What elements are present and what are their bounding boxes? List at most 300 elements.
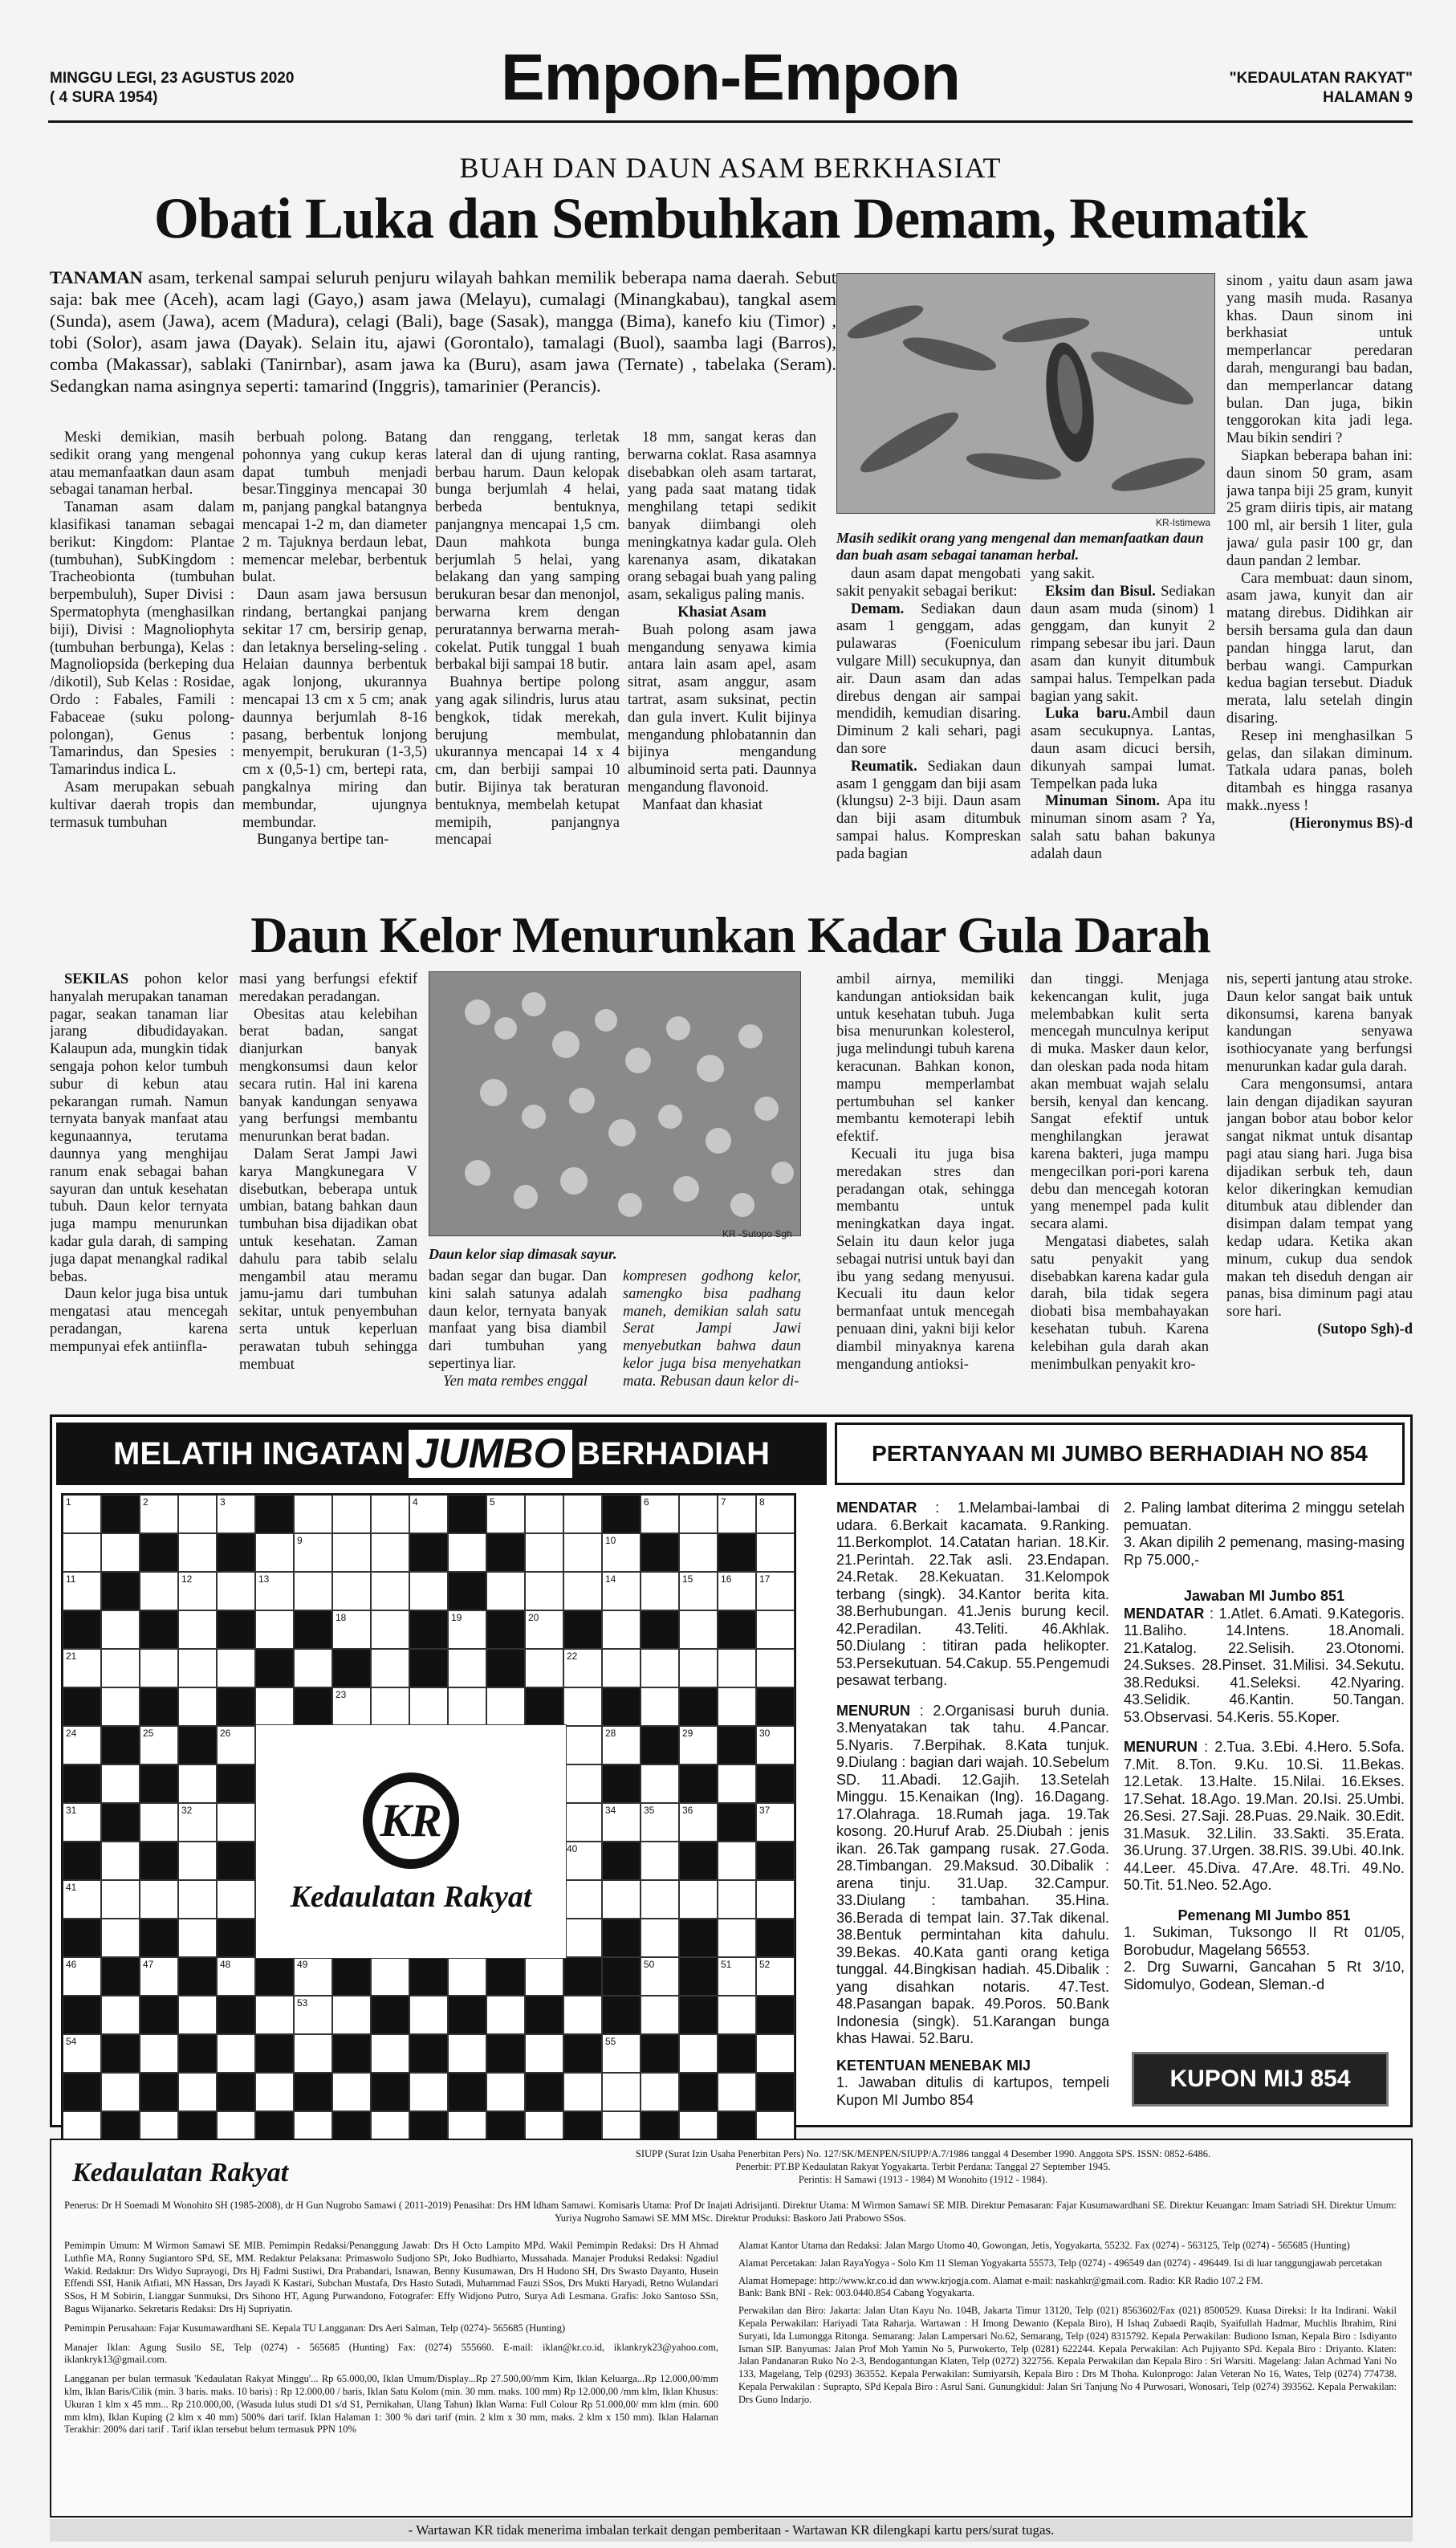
rule-2: 2. Paling lambat diterima 2 minggu setelah pemuatan.: [1124, 1500, 1405, 1533]
crossword-cell[interactable]: [140, 2034, 178, 2073]
crossword-cell[interactable]: [602, 1803, 641, 1842]
crossword-cell[interactable]: [140, 1572, 178, 1610]
winner-1: 1. Sukiman, Tuksongo II Rt 01/05, Borobudur, Magelang 56553.: [1124, 1924, 1405, 1958]
clue-number: 40: [567, 1843, 578, 1854]
crossword-cell[interactable]: [178, 1649, 217, 1687]
crossword-block: [718, 2034, 756, 2073]
crossword-cell[interactable]: [63, 1649, 101, 1687]
rule-3: 3. Akan dipilih 2 pemenang, masing-masing Rp 75.000,-: [1124, 1534, 1405, 1568]
crossword-cell[interactable]: [140, 1649, 178, 1687]
crossword-cell[interactable]: [101, 1687, 140, 1726]
crossword-cell[interactable]: [718, 1996, 756, 2034]
crossword-block: [486, 1649, 525, 1687]
crossword-cell[interactable]: [563, 1687, 602, 1726]
article2-col6: dan tinggi. Menjaga kekencangan kulit, juga melembabkan kulit serta mencegah munculnya keriput di muka. Masker daun kelor, dan oleskan pada noda hitam akan membuat wajah selalu bersih, kenyal dan kencang. Sangat efektif untuk menghilangkan jerawat karena bakteri, juga mampu mengecilkan pori-pori karena debu dan mencegah kotoran yang menempel pada kulit secara alami. Mengatasi diabetes, salah satu penyakit yang disebabkan karena kadar gula darah, bila tidak segera diobati bisa membahayakan kesehatan tubuh. Karena kelebihan gula darah akan menimbulkan penyakit kro-: [1031, 971, 1209, 1373]
article2-col2: masi yang berfungsi efektif meredakan peradangan. Obesitas atau kelebihan berat badan, sangat dianjurkan banyak mengkonsumsi daun kelor secara rutin. Hal ini karena banyak kandungan senyawa yang berfungsi membantu menurunkan berat badan. Dalam Serat Jampi Jawi karya Mangkunegara V disebutkan, beberapa untuk umbian, batang bahkan daun tumbuhan bisa dijadikan obat untuk kesehatan. Zaman dahulu para tabib selalu mengambil atau meramu jamu-jamu dari tumbuhan sekitar, untuk penyembuhan serta untuk keperluan perawatan tubuh sehingga membuat: [239, 971, 417, 1373]
crossword-cell[interactable]: [563, 1996, 602, 2034]
crossword-block: [101, 1572, 140, 1610]
crossword-cell[interactable]: [371, 1495, 409, 1533]
crossword-cell[interactable]: [718, 2073, 756, 2111]
clue-number: 51: [721, 1959, 732, 1970]
crossword-cell[interactable]: [718, 1495, 756, 1533]
crossword-cell[interactable]: [63, 1880, 101, 1919]
clue-number: 16: [721, 1573, 732, 1585]
crossword-block: [525, 1996, 563, 2034]
crossword-block: [641, 1610, 679, 1649]
crossword-cell[interactable]: [641, 1880, 679, 1919]
clue-number: 15: [682, 1573, 693, 1585]
crossword-cell[interactable]: [140, 1880, 178, 1919]
crossword-block: [63, 1842, 101, 1880]
clues-column: MENDATAR : 1.Melambai-lambai di udara. 6.Berkait kacamata. 9.Ranking. 11.Berkomplot. 14.Catatan harian. 18.Kir. 21.Perintah. 22.Tak asli. 23.Endapan. 24.Retak. 28.Kekuatan. 31.Kelompok terbang (singk). 34.Kantor berita kita. 38.Berhubungan. 41.Jenis burung kecil. 42.Peradilan. 43.Teliti. 46.Akhlak. 50.Diulang : titiran pada helikopter. 53.Persekutuan. 54.Cakup. 55.Pengemudi pesawat terbang. MENURUN : 2.Organisasi buruh dunia. 3.Menyatakan tak tahu. 4.Pancar. 5.Nyaris. 7.Berpihak. 8.Kata tunjuk. 9.Diulang : bagian dari wajah. 10.Sebelum SD. 11.Abadi. 12.Gajih. 13.Setelah Minggu. 15.Kenaikan (Ing). 16.Dagang. 17.Olahraga. 18.Rumah jaga. 19.Tak kosong. 20.Huruf Arab. 25.Diubah : jenis ikan. 26.Tak gampang rusak. 27.Goda. 28.Timbangan. 29.Maksud. 30.Dibalik : arena tinju. 31.Uap. 32.Campur. 33.Diulang : tambahan. 35.Hina. 36.Berada di tempat lain. 37.Tak dikenal. 38.Bentuk permintahan kita dahulu. 39.Bekas. 40.Kata ganti orang ketiga tunggal. 44.Bingkisan hadiah. 45.Dibalik : yang disahkan notaris. 47.Test. 48.Pasangan bapak. 49.Poros. 50.Bank Indonesia (singk). 51.Karangan bunga khas Hawai. 52.Baru. KETENTUAN MENEBAK MIJ 1. Jawaban ditulis di kartupos, tempeli Kupon MI Jumbo 854: [836, 1500, 1110, 2108]
masthead-date: MINGGU LEGI, 23 AGUSTUS 2020 ( 4 SURA 1954): [50, 70, 295, 106]
impressum-right: Alamat Kantor Utama dan Redaksi: Jalan Margo Utomo 40, Gowongan, Jetis, Yogyakarta, 55232. Fax (0274) - 563125, Telp (0274) - 565685 (Hunting) Alamat Percetakan: Jalan RayaYogya - Solo Km 11 Sleman Yogyakarta 55573, Telp (0274) - 496549 dan (0274) - 496449. Isi di luar tanggungjawab percetakan Alamat Homepage: http://www.kr.co.id dan www.krjogja.com. Alamat e-mail: naskahkr@gmail.com. Radio: KR Radio 107.2 FM. Bank: Bank BNI - Rek: 003.0440.854 Cabang Yogyakarta. Perwakilan dan Biro: Jakarta: Jalan Utan Kayu No. 104B, Jakarta Timur 13120, Telp (021) 8563602/Fax (021) 8500529. Kuasa Direksi: Ir Ita Indirani. Wakil Kepala Perwakilan: Hariyadi Tata Raharja. Wartawan : H Imong Dewanto (Kepala Biro), H Ishaq Zubaedi Raqib, Syaifullah Hadmar, Muchlis Ibrahim, Rini Suryati, Ida Lumongga Ritonga. Semarang: Jalan Lampersari No.62, Semarang, Telp (024) 8315792. Kepala Perwakilan: Budiono Isman, Kepala Biro : Isdiyanto Isman SIP. Banyumas: Jalan Prof Moh Yamin No 5, Purwokerto, Telp (0281) 622244. Kepala Perwakilan: Ach Pujiyanto SPd. Kepala Biro : Driyanto. Klaten: Jalan Pandanaran Ruko No 2-3, Bendogantungan Klaten, Telp (0272) 322756. Kepala Perwakilan dan Kepala Biro : Sri Warsiti. Magelang: Jalan Achmad Yani No 133, Magelang, Telp (0293) 363552. Kepala Perwakilan: Sumiyarsih, Kepala Biro : Drs M Thoha. Kulonprogo: Jalan Veteran No 16, Wates, Telp (0274) 774738. Kepala Perwakilan : Suprapto, SPd Kepala Biro : Asrul Sani. Gunungkidul: Jalan Sri Tanjung No 4 Purwosari, Wonosari, Telp (0274) 393562. Kepala Perwakilan: Drs Guno Indarjo.: [738, 2240, 1397, 2405]
impressum-left: Pemimpin Umum: M Wirmon Samawi SE MIB. Pemimpin Redaksi/Penanggung Jawab: Drs H Octo Lampito MPd. Wakil Pemimpin Redaksi: Drs H Ahmad Luthfie MA, Ronny Sugiantoro SPd, SE, MM. Redaktur Pelaksana: Primaswolo Sudjono SPt, Joko Budhiarto, Mussahada. Manajer Produksi Redaksi: Ngadiul Wakid. Redaktur: Drs Widyo Suprayogi, Drs Hj Fadmi Sustiwi, Dra Prabandari, Isnawan, Benny Kusumawan, Drs H Hudono SH, Drs Swasto Dayanto, Husein Effendi SSI, Hanik Atfiati, MN Hassan, Drs Jayadi K Kastari, Subchan Mustafa, Drs Hasto Sutadi, Muhammad Fauzi SSos, Drs Mukti Haryadi, Retno Wulandari SSos, H M Sobirin, Lianggar Sunmuksi, Drs Sihono HT, Agung Purwandono, Fotografer: Effy Widjono Putro, Surya Adi Lesmana. Grafis: Joko Santoso SSn, Bagus Wijanarko. Sekretaris Redaksi: Drs Hj Supriyatin. Pemimpin Perusahaan: Fajar Kusumawardhani SE. Kepala TU Langganan: Drs Aeri Salman, Telp (0274)- 565685 (Hunting) Manajer Iklan: Agung Susilo SE, Telp (0274) - 565685 (Hunting) Fax: (0274) 555660. E-mail: iklan@kr.co.id, iklankryk23@yahoo.com, iklankryk13@gmail.com. Langganan per bulan termasuk 'Kedaulatan Rakyat Minggu'... Rp 65.000,00, Iklan Umum/Display...Rp 27.500,00/mm Kim, Iklan Keluarga...Rp 12.000,00/mm klm, Iklan Baris/Cilik (min. 3 baris. maks. 10 baris) : Rp 12.000,00 / baris, Iklan Satu Kolom (min. 30 mm. maks. 100 mm) Rp 12.000,00 /mm klm, Iklan Khusus: Ukuran 1 klm x 45 mm... Rp 210.000,00, (Wasuda lulus studi D1 s/d S1, Pernikahan, Ulang Tahun) Iklan Warna: Full Colour Rp 51.000,00/ mm klm (min. 600 mm klm), Iklan Kuping (2 klm x 40 mm) 500% dari tarif. Iklan Halaman 1: 300 % dari tarif (min. 2 klm x 30 mm, maks. 2 klm x 150 mm). Iklan Halaman Terakhir: 200% dari tarif . Tarif iklan tersebut belum termasuk PPN 10%: [64, 2240, 718, 2436]
crossword-block: [602, 1919, 641, 1957]
crossword-cell[interactable]: [409, 1572, 448, 1610]
crossword-cell[interactable]: [718, 1572, 756, 1610]
crossword-cell[interactable]: [448, 1687, 486, 1726]
crossword-cell[interactable]: [294, 1533, 332, 1572]
article2-col5: ambil airnya, memiliki kandungan antioksidan baik untuk kesehatan tubuh. Juga bisa menurunkan kolesterol, juga melindungi tubuh karena keracunan. Bahkan konon, mampu memperlambat pertumbuhan sel kanker membantu kemoterapi lebih efektif. Kecuali itu juga bisa meredakan stres dan peradangan otak, sehingga membantu untuk meningkatkan daya ingat. Selain itu daun kelor juga sebagai nutrisi untuk bayi dan ibu yang sedang menyusui. Kecuali itu daun kelor bermanfaat untuk mencegah penuaan dini, yakni biji kelor diambil minyaknya karena mengandung antioksi-: [836, 971, 1015, 1373]
crossword-cell[interactable]: [756, 1572, 795, 1610]
clue-number: 30: [759, 1728, 771, 1739]
clue-number: 53: [297, 1997, 308, 2009]
article1-col6: yang sakit. Eksim dan Bisul. Sediakan daun asam muda (sinom) 1 genggam, dan kunyit 2 rimpang sebesar ibu jari. Daun asam dan kunyit ditumbuk sampai halus. Tempelkan pada bagian yang sakit. Luka baru.Ambil daun asam secukupnya. Lantas, daun asam dicuci bersih, dikunyah sampai lumat. Tempelkan pada luka Minuman Sinom. Apa itu minuman sinom asam ? Ya, salah satu bahan bakunya adalah daun: [1031, 566, 1215, 862]
crossword-cell[interactable]: [563, 1495, 602, 1533]
clue-number: 49: [297, 1959, 308, 1970]
crossword-cell[interactable]: [641, 1803, 679, 1842]
crossword-cell[interactable]: [679, 1572, 718, 1610]
clue-number: 23: [336, 1689, 347, 1700]
crossword-cell[interactable]: [101, 2073, 140, 2111]
crossword-cell[interactable]: [679, 2034, 718, 2073]
crossword-cell[interactable]: [679, 1726, 718, 1764]
clue-number: 10: [605, 1535, 616, 1546]
crossword-block: [563, 2034, 602, 2073]
clue-number: 8: [759, 1496, 765, 1508]
crossword-cell[interactable]: [679, 1649, 718, 1687]
crossword-block: [140, 1610, 178, 1649]
clue-number: 32: [181, 1805, 193, 1816]
clue-number: 12: [181, 1573, 193, 1585]
crossword-cell[interactable]: [718, 1687, 756, 1726]
clue-number: 5: [490, 1496, 495, 1508]
crossword-cell[interactable]: [63, 1957, 101, 1996]
crossword-cell[interactable]: [756, 1957, 795, 1996]
crossword-block: [255, 1649, 294, 1687]
crossword-cell[interactable]: [178, 1687, 217, 1726]
clue-number: 28: [605, 1728, 616, 1739]
crossword-cell[interactable]: [178, 1803, 217, 1842]
crossword-cell[interactable]: [679, 1533, 718, 1572]
crossword-cell[interactable]: [602, 1726, 641, 1764]
clue-number: 22: [567, 1651, 578, 1662]
crossword-cell[interactable]: [448, 1649, 486, 1687]
kelor-leaves-image: [429, 972, 801, 1236]
crossword-cell[interactable]: [563, 1533, 602, 1572]
clue-number: 18: [336, 1612, 347, 1623]
crossword-cell[interactable]: [641, 1572, 679, 1610]
crossword-block: [718, 1726, 756, 1764]
kelor-photo: [429, 971, 801, 1236]
crossword-block: [63, 1764, 101, 1803]
crossword-block: [563, 1610, 602, 1649]
crossword-block: [602, 1957, 641, 1996]
crossword-cell[interactable]: [217, 1726, 255, 1764]
crossword-block: [140, 2073, 178, 2111]
crossword-cell[interactable]: [563, 1842, 602, 1880]
crossword-block: [602, 1687, 641, 1726]
crossword-cell[interactable]: [63, 1726, 101, 1764]
crossword-cell[interactable]: [371, 1957, 409, 1996]
crossword-cell[interactable]: [332, 2073, 371, 2111]
crossword-cell[interactable]: [525, 1495, 563, 1533]
crossword-cell[interactable]: [332, 1533, 371, 1572]
crossword-cell[interactable]: [409, 2073, 448, 2111]
crossword-cell[interactable]: [448, 1957, 486, 1996]
crossword-cell[interactable]: [525, 2034, 563, 2073]
crossword-cell[interactable]: [178, 1842, 217, 1880]
crossword-cell[interactable]: [371, 2034, 409, 2073]
crossword-block: [217, 1687, 255, 1726]
crossword-cell[interactable]: [217, 1803, 255, 1842]
crossword-block: [602, 1996, 641, 2034]
crossword-cell[interactable]: [525, 1610, 563, 1649]
crossword-cell[interactable]: [101, 1649, 140, 1687]
crossword-cell[interactable]: [294, 1495, 332, 1533]
clue-number: 20: [528, 1612, 539, 1623]
crossword-cell[interactable]: [332, 1495, 371, 1533]
crossword-cell[interactable]: [140, 1495, 178, 1533]
crossword-cell[interactable]: [371, 1572, 409, 1610]
crossword-cell[interactable]: [178, 2073, 217, 2111]
crossword-cell[interactable]: [563, 1726, 602, 1764]
crossword-block: [63, 2073, 101, 2111]
crossword-block: [486, 2034, 525, 2073]
crossword-block: [332, 2034, 371, 2073]
crossword-cell[interactable]: [332, 1572, 371, 1610]
crossword-cell[interactable]: [563, 1572, 602, 1610]
crossword-block: [679, 1842, 718, 1880]
crossword-block: [718, 1533, 756, 1572]
crossword-block: [448, 2073, 486, 2111]
clue-number: 14: [605, 1573, 616, 1585]
crossword-cell[interactable]: [371, 1687, 409, 1726]
crossword-cell[interactable]: [332, 1996, 371, 2034]
crossword-block: [756, 1996, 795, 2034]
crossword-cell[interactable]: [178, 1764, 217, 1803]
crossword-cell[interactable]: [525, 1957, 563, 1996]
crossword-block: [255, 1495, 294, 1533]
crossword-cell[interactable]: [563, 2073, 602, 2111]
crossword-block: [217, 1764, 255, 1803]
crossword-block: [486, 1610, 525, 1649]
clue-number: 48: [220, 1959, 231, 1970]
clue-number: 2: [143, 1496, 148, 1508]
question-banner: PERTANYAAN MI JUMBO BERHADIAH NO 854: [835, 1423, 1405, 1485]
photo1-caption: Masih sedikit orang yang mengenal dan memanfaatkan daun dan buah asam sebagai tanaman herbal.: [836, 530, 1204, 563]
crossword-cell[interactable]: [371, 1533, 409, 1572]
crossword-cell[interactable]: [602, 1533, 641, 1572]
crossword-cell[interactable]: [641, 2073, 679, 2111]
crossword-cell[interactable]: [641, 1996, 679, 2034]
crossword-block: [140, 1687, 178, 1726]
clue-number: 25: [143, 1728, 154, 1739]
crossword-cell[interactable]: [486, 1495, 525, 1533]
crossword-cell[interactable]: [563, 1880, 602, 1919]
crossword-cell[interactable]: [602, 1610, 641, 1649]
crossword-block: [679, 1764, 718, 1803]
crossword-cell[interactable]: [679, 1880, 718, 1919]
clue-number: 36: [682, 1805, 693, 1816]
crossword-block: [679, 1957, 718, 1996]
crossword-cell[interactable]: [140, 1726, 178, 1764]
crossword-cell[interactable]: [178, 1919, 217, 1957]
crossword-cell[interactable]: [486, 2073, 525, 2111]
crossword-cell[interactable]: [641, 1842, 679, 1880]
section-title: Empon-Empon: [500, 41, 961, 114]
crossword-cell[interactable]: [718, 1880, 756, 1919]
crossword-block: [602, 1764, 641, 1803]
crossword-cell[interactable]: [332, 1610, 371, 1649]
crossword-block: [101, 1803, 140, 1842]
crossword-block: [756, 1842, 795, 1880]
clue-number: 54: [66, 2036, 77, 2047]
article2-headline: Daun Kelor Menurunkan Kadar Gula Darah: [250, 906, 1210, 963]
clue-number: 35: [644, 1805, 655, 1816]
crossword-block: [409, 1649, 448, 1687]
crossword-cell[interactable]: [525, 1533, 563, 1572]
crossword-cell[interactable]: [255, 2073, 294, 2111]
crossword-cell[interactable]: [602, 1649, 641, 1687]
crossword-block: [217, 1996, 255, 2034]
crossword-cell[interactable]: [525, 1572, 563, 1610]
article1-lead: TANAMAN asam, terkenal sampai seluruh penjuru wilayah bahkan memilik beberapa nama daerah. Sebut saja: bak mee (Aceh), acam lagi (Gayo,) asam jawa (Melayu), cumalagi (Minangkabau), tangkal asem (Sunda), asem (Jawa), acem (Madura), celagi (Bali), bage (Sasak), mangga (Bima), kanefo kiu (Timor) , tobi (Solor), asam jawa (Dayak). Selain itu, ajawi (Gorontalo), tamalagi (Buol), saamba lagi (Barros), comba (Makassar), sablaki (Tanirnbar), asam jawa ka (Buru), asam jawa (Ternate) , tabelaka (Seram). Sedangkan nama asingnya seperti: tamarind (Inggris), tamarinier (Perancis).: [50, 267, 836, 396]
crossword-cell[interactable]: [294, 1572, 332, 1610]
crossword-cell[interactable]: [217, 1495, 255, 1533]
crossword-cell[interactable]: [140, 1957, 178, 1996]
crossword-block: [101, 1957, 140, 1996]
crossword-cell[interactable]: [718, 1764, 756, 1803]
crossword-block: [486, 1533, 525, 1572]
crossword-cell[interactable]: [409, 1495, 448, 1533]
crossword-cell[interactable]: [294, 1957, 332, 1996]
crossword-cell[interactable]: [641, 1919, 679, 1957]
crossword-block: [101, 2034, 140, 2073]
crossword-cell[interactable]: [101, 1764, 140, 1803]
lead-word: SEKILAS: [64, 971, 129, 987]
crossword-cell[interactable]: [101, 1996, 140, 2034]
crossword-cell[interactable]: [486, 1572, 525, 1610]
crossword-cell[interactable]: [178, 1610, 217, 1649]
crossword-cell[interactable]: [101, 1533, 140, 1572]
photo2-credit: KR -Sutopo Sgh: [722, 1228, 792, 1239]
crossword-cell[interactable]: [217, 1572, 255, 1610]
crossword-cell[interactable]: [448, 2034, 486, 2073]
crossword-cell[interactable]: [718, 1649, 756, 1687]
article1-col1: Meski demikian, masih sedikit orang yang mengenal atau memanfaatkan daun asam sebagai tanaman herbal. Tanaman asam dalam klasifikasi tanaman sebagai berikut: Kingdom: Plantae (tumbuhan), SubKingdom : Tracheobionta (tumbuhan berpembuluh), Super Divisi : Spermatophyta (menghasilkan biji), Divisi : Magnoliophyta (tumbuhan berbunga), Kelas : Magnoliopsida (berkeping dua /dikotil), Sub Kelas : Rosidae, Ordo : Fabales, Famili : Fabaceae (suku polong-polongan), Genus : Tamarindus, dan Spesies : Tamarindus indica L. Asam merupakan sebuah kultivar daerah tropis dan termasuk tumbuhan: [50, 429, 234, 831]
crossword-cell[interactable]: [486, 1996, 525, 2034]
crossword-block: [294, 1610, 332, 1649]
crossword-cell[interactable]: [255, 1996, 294, 2034]
clue-number: 11: [66, 1573, 76, 1585]
crossword-cell[interactable]: [101, 1842, 140, 1880]
crossword-cell[interactable]: [371, 1610, 409, 1649]
clue-number: 29: [682, 1728, 693, 1739]
crossword-cell[interactable]: [255, 1533, 294, 1572]
crossword-cell[interactable]: [602, 2073, 641, 2111]
article1-headline: Obati Luka dan Sembuhkan Demam, Reumatik: [153, 186, 1308, 250]
crossword-cell[interactable]: [101, 1919, 140, 1957]
crossword-block: [409, 1610, 448, 1649]
clue-number: 37: [759, 1805, 771, 1816]
crossword-cell[interactable]: [756, 1880, 795, 1919]
crossword-cell[interactable]: [63, 1572, 101, 1610]
crossword-block: [217, 1919, 255, 1957]
crossword-cell[interactable]: [178, 1533, 217, 1572]
crossword-cell[interactable]: [756, 1533, 795, 1572]
article1-col5: daun asam dapat mengobati sakit penyakit sebagai berikut: Demam. Sediakan daun asam 1 genggam, adas pulawaras (Foeniculum vulgare Mill) secukupnya, dan air. Daun asam dan adas direbus dengan air sampai mendidih, kemudian disaring. Diminum 2 kali sehari, pagi dan sore Reumatik. Sediakan daun asam 1 genggam dan biji asam (klungsu) 2-3 biji. Daun asam dan biji asam ditumbuk sampai halus. Kompreskan pada bagian: [836, 566, 1021, 862]
crossword-cell[interactable]: [448, 1610, 486, 1649]
crossword-block: [602, 1842, 641, 1880]
crossword-cell[interactable]: [641, 1764, 679, 1803]
crossword-cell[interactable]: [679, 1495, 718, 1533]
crossword-cell[interactable]: [486, 1687, 525, 1726]
crossword-cell[interactable]: [563, 1764, 602, 1803]
photo1-credit: KR-Istimewa: [1156, 517, 1211, 528]
crossword-cell[interactable]: [63, 1533, 101, 1572]
crossword-cell[interactable]: [101, 1610, 140, 1649]
crossword-cell[interactable]: [294, 1996, 332, 2034]
clue-number: 7: [721, 1496, 726, 1508]
crossword-cell[interactable]: [448, 1533, 486, 1572]
crossword-block: [140, 1842, 178, 1880]
article1-col4: 18 mm, sangat keras dan berwarna coklat. Rasa asamnya disebabkan oleh asam tartarat, yang pada saat matang tidak menghilang tetapi sedikit banyak diimbangi oleh meningkatnya kadar gula. Oleh karenanya asam, dikatakan orang sebagai buah yang paling asam, sekaligus paling manis. Khasiat Asam Buah polong asam jawa mengandung senyawa kimia antara lain asam apel, asam sitrat, asam anggur, asam tartrat, asam suksinat, pectin dan gula invert. Kulit bijinya mengandung phlobatannin dan bijinya mengandung albuminoid serta pati. Daunnya mengandung flavonoid. Manfaat dan khasiat: [628, 429, 816, 813]
crossword-block: [486, 1957, 525, 1996]
crossword-cell[interactable]: [602, 2034, 641, 2073]
lead-word: TANAMAN: [50, 267, 143, 287]
clue-number: 34: [605, 1805, 616, 1816]
impressum-header: SIUPP (Surat Izin Usaha Penerbitan Pers) No. 127/SK/MENPEN/SIUPP/A.7/1986 tanggal 4 Desember 1990. Anggota SPS. ISSN: 0852-6486. Penerbit: PT.BP Kedaulatan Rakyat Yogyakarta. Terbit Perdana: Tanggal 27 September 1945. Perintis: H Samawi (1913 - 1984) M Wonohito (1912 - 1984).: [635, 2148, 1211, 2185]
crossword-cell[interactable]: [641, 1649, 679, 1687]
crossword-cell[interactable]: [63, 1803, 101, 1842]
crossword-cell[interactable]: [563, 1919, 602, 1957]
article1-col7: sinom , yaitu daun asam jawa yang masih muda. Rasanya khas. Daun sinom ini berkhasiat untuk memperlancar peredaran darah, mengurangi bau badan, dan memperlancar datang bulan. Dan juga, bikin tenggorokan kita jadi lega. Mau bikin sendiri ? Siapkan beberapa bahan ini: daun sinom 50 gram, asam jawa tanpa biji 25 gram, kunyit 25 gram diiris tipis, air matang 100 ml, air bersih 1 liter, gula jawa/ gula pasir 100 gr, dan daun pandan 2 lembar. Cara membuat: daun sinom, asam jawa, kunyit dan air matang direbus. Didihkan air bersih bersama gula dan daun pandan hingga larut, dan berbau wangi. Campurkan kedua bagian tersebut. Diaduk merata, lalu setelah dingin disaring. Resep ini menghasilkan 5 gelas, dan silakan diminum. Tatkala udara panas, boleh ditambah es hingga rasanya makk..nyess ! (Hieronymus BS)-d: [1226, 273, 1413, 832]
crossword-block: [756, 1919, 795, 1957]
crossword-block: [217, 1842, 255, 1880]
crossword-block: [448, 1996, 486, 2034]
crossword-cell[interactable]: [101, 1880, 140, 1919]
crossword-block: [178, 1957, 217, 1996]
crossword-cell[interactable]: [718, 1842, 756, 1880]
masthead-rule: [48, 120, 1413, 123]
crossword-cell[interactable]: [641, 1957, 679, 1996]
crossword-block: [140, 1533, 178, 1572]
crossword-cell[interactable]: [641, 1495, 679, 1533]
crossword-cell[interactable]: [371, 1649, 409, 1687]
crossword-cell[interactable]: [217, 1649, 255, 1687]
crossword-block: [448, 1495, 486, 1533]
crossword-cell[interactable]: [217, 1957, 255, 1996]
crossword-cell[interactable]: [679, 1610, 718, 1649]
clue-number: 24: [66, 1728, 77, 1739]
crossword-cell[interactable]: [679, 1803, 718, 1842]
crossword-cell[interactable]: [756, 1610, 795, 1649]
crossword-block: [217, 1533, 255, 1572]
clue-number: 41: [66, 1882, 77, 1893]
clue-number: 6: [644, 1496, 649, 1508]
crossword-block: [140, 1764, 178, 1803]
crossword-block: [255, 2034, 294, 2073]
article1-col3: dan renggang, terletak lateral dan di ujung ranting, berbau harum. Daun kelopak bunga berjumlah 4 helai, berbeda bentuknya, panjangnya mencapai 1,5 cm. Daun mahkota bunga berjumlah 5 helai, yang belakang dan yang samping berukuran besar dan menonjol, berwarna krem dengan peruratannya berwarna merah-cokelat. Putik tunggal 1 buah berbakal biji sampai 18 butir. Buahnya bertipe polong yang agak silindris, lurus atau bengkok, tidak merekah, berujung membulat, ukurannya mencapai 14 x 4 cm, dan berbiji sampai 10 butir. Bijinya tak beraturan bentuknya, membelah ketupat memipih, panjangnya mencapai: [435, 429, 620, 849]
crossword-block: [679, 1919, 718, 1957]
crossword-block: [217, 1610, 255, 1649]
crossword-cell[interactable]: [178, 1880, 217, 1919]
crossword-block: [602, 1495, 641, 1533]
crossword-cell[interactable]: [217, 2034, 255, 2073]
crossword-block: [641, 2034, 679, 2073]
crossword-cell[interactable]: [409, 1687, 448, 1726]
crossword-cell[interactable]: [255, 1610, 294, 1649]
clue-number: 52: [759, 1959, 771, 1970]
crossword-cell[interactable]: [641, 1687, 679, 1726]
crossword-cell[interactable]: [409, 1996, 448, 2034]
crossword-cell[interactable]: [718, 1919, 756, 1957]
crossword-cell[interactable]: [756, 1726, 795, 1764]
crossword-cell[interactable]: [140, 1803, 178, 1842]
impressum-management: Penerus: Dr H Soemadi M Wonohito SH (1985-2008), dr H Gun Nugroho Samawi ( 2011-2019) Penasihat: Drs HM Idham Samawi. Komisaris Utama: Prof Dr Inajati Adrisijanti. Direktur Utama: M Wirmon Samawi SE MIB. Direktur Pemasaran: Fajar Kusumawardhani SE. Direktur Keuangan: Imam Satriadi SH. Direktur Umum: Yuriya Nugroho Samawi SE MM MSc. Direktur Produksi: Baskoro Jati Prabowo SSos.: [64, 2200, 1397, 2224]
crossword-cell[interactable]: [255, 1687, 294, 1726]
crossword-cell[interactable]: [63, 2034, 101, 2073]
crossword-cell[interactable]: [756, 1495, 795, 1533]
crossword-block: [255, 1957, 294, 1996]
crossword-cell[interactable]: [332, 1687, 371, 1726]
crossword-cell[interactable]: [756, 1649, 795, 1687]
crossword-cell[interactable]: [602, 1572, 641, 1610]
crossword-cell[interactable]: [217, 1880, 255, 1919]
crossword-block: [525, 2073, 563, 2111]
kr-logo-block: [255, 1724, 567, 1959]
crossword-cell[interactable]: [563, 1649, 602, 1687]
crossword-block: [371, 1996, 409, 2034]
crossword-cell[interactable]: [255, 1572, 294, 1610]
crossword-cell[interactable]: [178, 1996, 217, 2034]
crossword-cell[interactable]: [294, 1649, 332, 1687]
crossword-cell[interactable]: [563, 1803, 602, 1842]
clue-number: 3: [220, 1496, 226, 1508]
crossword-cell[interactable]: [178, 1572, 217, 1610]
article1-byline: (Hieronymus BS)-d: [1289, 815, 1413, 832]
crossword-cell[interactable]: [525, 1649, 563, 1687]
crossword-cell[interactable]: [294, 2034, 332, 2073]
crossword-cell[interactable]: [63, 1495, 101, 1533]
crossword-block: [140, 1919, 178, 1957]
crossword-block: [63, 1996, 101, 2034]
crossword-cell[interactable]: [756, 1803, 795, 1842]
crossword-cell[interactable]: [756, 2034, 795, 2073]
crossword-cell[interactable]: [178, 1495, 217, 1533]
crossword-block: [641, 1533, 679, 1572]
crossword-cell[interactable]: [602, 1880, 641, 1919]
crossword-block: [294, 2073, 332, 2111]
crossword-block: [679, 1687, 718, 1726]
crossword-cell[interactable]: [718, 1957, 756, 1996]
article1-kicker: BUAH DAN DAUN ASAM BERKHASIAT: [459, 152, 1002, 184]
clue-number: 55: [605, 2036, 616, 2047]
crossword-block: [563, 1957, 602, 1996]
clue-number: 9: [297, 1535, 303, 1546]
